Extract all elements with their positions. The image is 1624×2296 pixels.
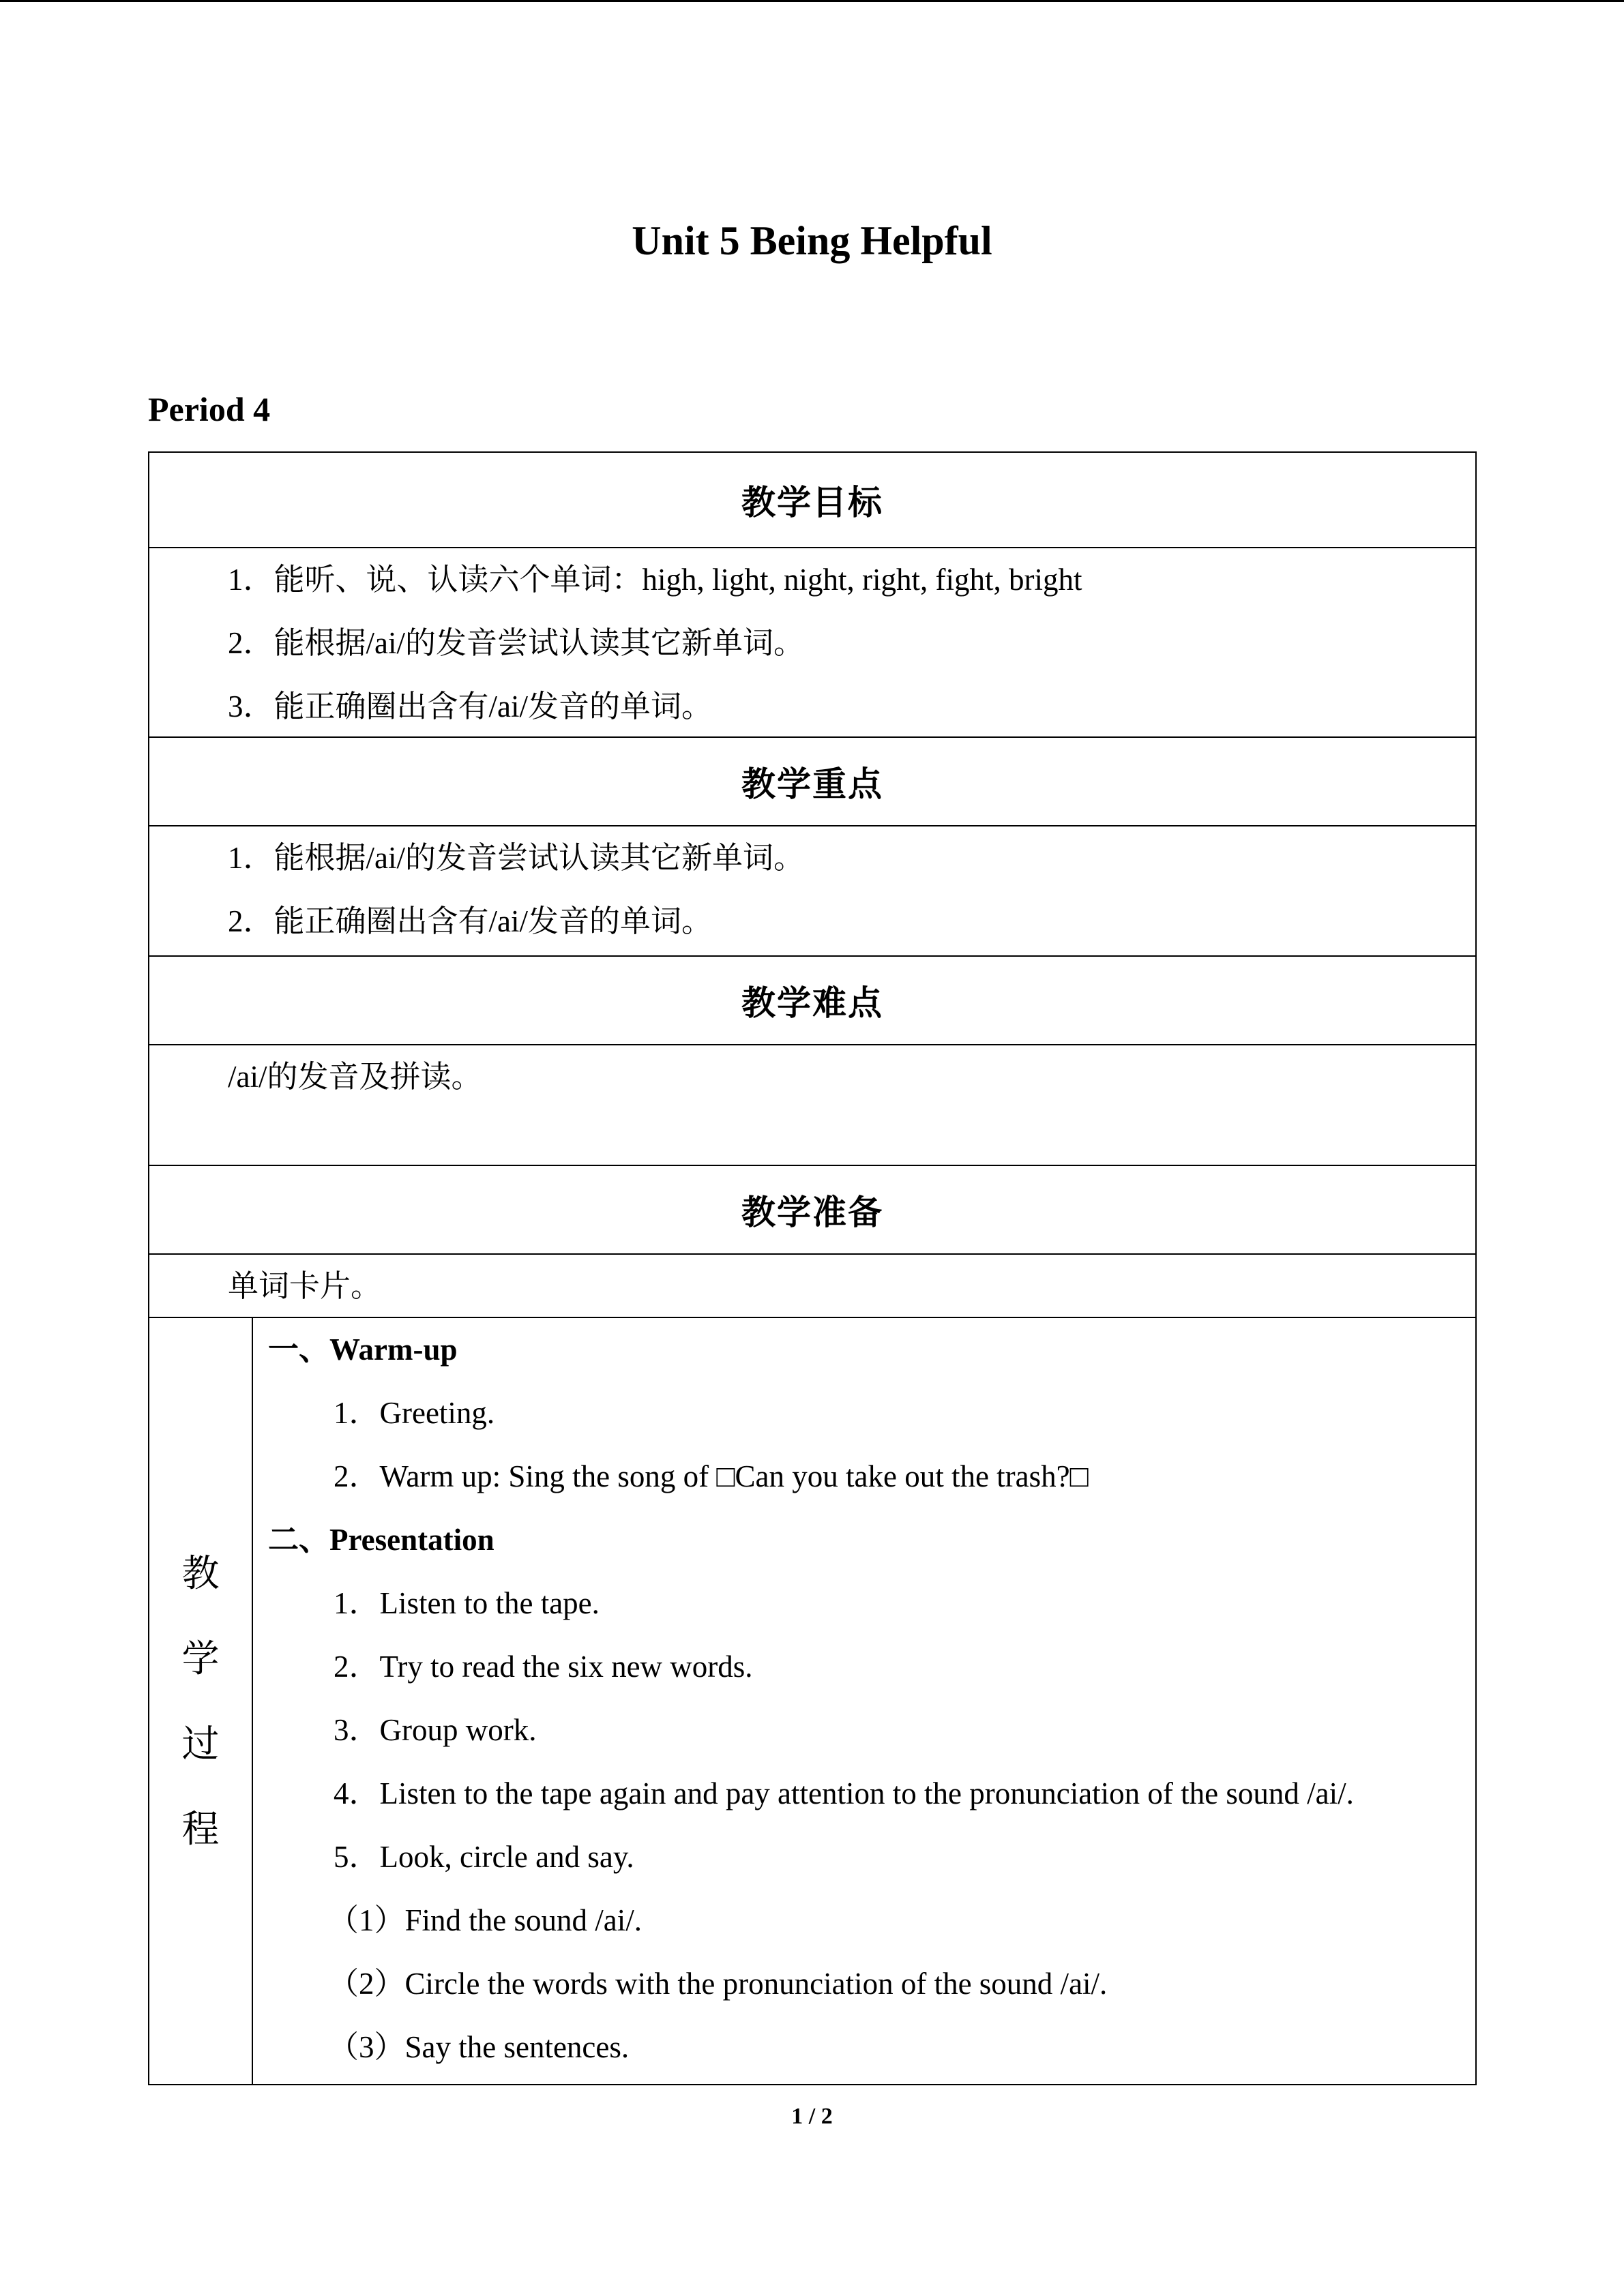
page-number: 1 / 2 [791, 2104, 833, 2129]
difficulty-item: /ai/的发音及拼读。 [228, 1060, 482, 1094]
objectives-section [148, 451, 1477, 738]
key-points-heading: 教学重点 [149, 738, 1475, 826]
preparation-heading: 教学准备 [149, 1166, 1475, 1255]
objectives-heading: 教学目标 [149, 453, 1475, 548]
difficulties-section [148, 955, 1477, 1166]
difficulties-body [149, 1045, 1475, 1109]
presentation-item: 3．Group work. [334, 1713, 537, 1747]
period-label: Period 4 [148, 390, 271, 428]
warmup-heading [253, 1318, 1475, 1382]
presentation-item: 1．Listen to the tape. [334, 1586, 600, 1620]
objective-item: 1．能听、说、认读六个单词：high, light, night, right, fight, bright [228, 563, 1082, 597]
presentation-title: Presentation [329, 1523, 494, 1557]
presentation-item: 4．Listen to the tape again and pay attention to the pronunciation of the sound /ai/. [334, 1776, 1354, 1810]
process-section [148, 1317, 1477, 2085]
process-label-char: 过 [181, 1721, 220, 1765]
warmup-prefix: 一、 [268, 1332, 330, 1367]
presentation-sub-item: （2）Circle the words with the pronunciation of the sound /ai/. [328, 1967, 1108, 2001]
preparation-body [149, 1255, 1475, 1317]
key-point-item: 1．能根据/ai/的发音尝试认读其它新单词。 [228, 841, 804, 875]
warmup-item: 2．Warm up: Sing the song of □Can you take out the trash?□ [334, 1459, 1089, 1493]
process-label [149, 1318, 253, 2084]
objective-item: 2．能根据/ai/的发音尝试认读其它新单词。 [228, 626, 804, 660]
presentation-item: 5．Look, circle and say. [334, 1840, 634, 1874]
key-points-body [149, 826, 1475, 953]
preparation-section [148, 1165, 1477, 1318]
key-point-item: 2．能正确圈出含有/ai/发音的单词。 [228, 904, 712, 938]
warmup-item: 1．Greeting. [334, 1396, 495, 1430]
presentation-prefix: 二、 [268, 1523, 330, 1557]
objective-item: 3．能正确圈出含有/ai/发音的单词。 [228, 689, 712, 724]
document-title: Unit 5 Being Helpful [632, 218, 992, 263]
difficulties-heading: 教学难点 [149, 957, 1475, 1045]
presentation-sub-item: （3）Say the sentences. [328, 2030, 630, 2064]
warmup-title: Warm-up [329, 1332, 458, 1367]
presentation-item: 2．Try to read the six new words. [334, 1650, 753, 1684]
process-label-char: 教 [181, 1551, 220, 1595]
preparation-item: 单词卡片。 [228, 1269, 382, 1303]
presentation-sub-item: （1）Find the sound /ai/. [328, 1903, 642, 1937]
objectives-body [149, 548, 1475, 739]
process-label-char: 学 [181, 1636, 220, 1680]
process-label-char: 程 [181, 1806, 220, 1851]
key-points-section [148, 736, 1477, 957]
page-top-rule [0, 0, 1624, 2]
process-body [253, 1318, 1475, 2084]
presentation-heading [253, 1508, 1475, 1572]
